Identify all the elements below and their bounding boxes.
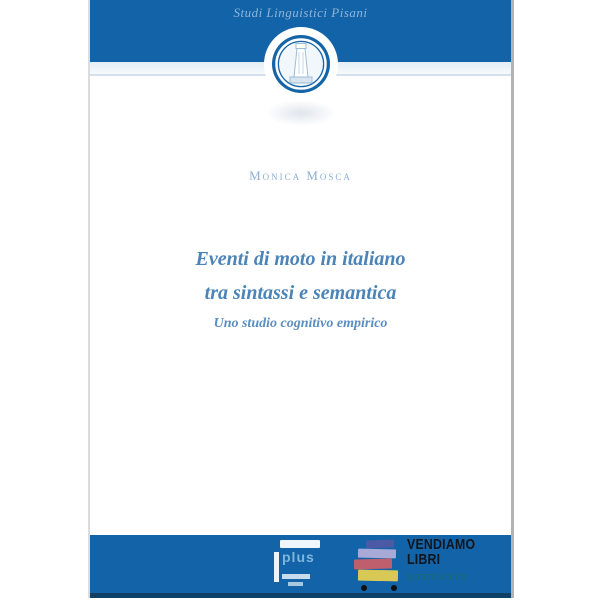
- pisa-tower-emblem-icon: [263, 26, 339, 102]
- publisher-logo-vertical-bar: [274, 552, 279, 582]
- author-name: Monica Mosca: [249, 168, 352, 183]
- emblem-shadow: [265, 100, 337, 126]
- publisher-logo-edizioni-plus-icon: [272, 538, 326, 590]
- badge-line-libri: LIBRI: [407, 551, 441, 568]
- series-title: Studi Linguistici Pisani: [233, 5, 368, 20]
- vendiamo-libri-badge: [352, 537, 484, 595]
- book-cart-icon: [352, 537, 404, 600]
- book-subtitle: Uno studio cognitivo empirico: [213, 316, 388, 331]
- title-line-2: tra sintassi e semantica: [204, 282, 397, 304]
- book-title: [90, 242, 511, 310]
- badge-tagline: DI TUTTI A TUTTI: [407, 573, 466, 582]
- badge-line-vendiamo: VENDIAMO: [407, 536, 476, 553]
- publisher-logo-top-bar: [280, 540, 320, 548]
- publisher-logo-small-line-1: [282, 574, 310, 579]
- book-cover: [88, 0, 514, 598]
- publisher-logo-small-line-2: [288, 582, 303, 586]
- title-line-1: Eventi di moto in italiano: [195, 248, 406, 270]
- publisher-wordmark: plus: [282, 549, 315, 565]
- vendiamo-libri-wordmark: [407, 537, 475, 582]
